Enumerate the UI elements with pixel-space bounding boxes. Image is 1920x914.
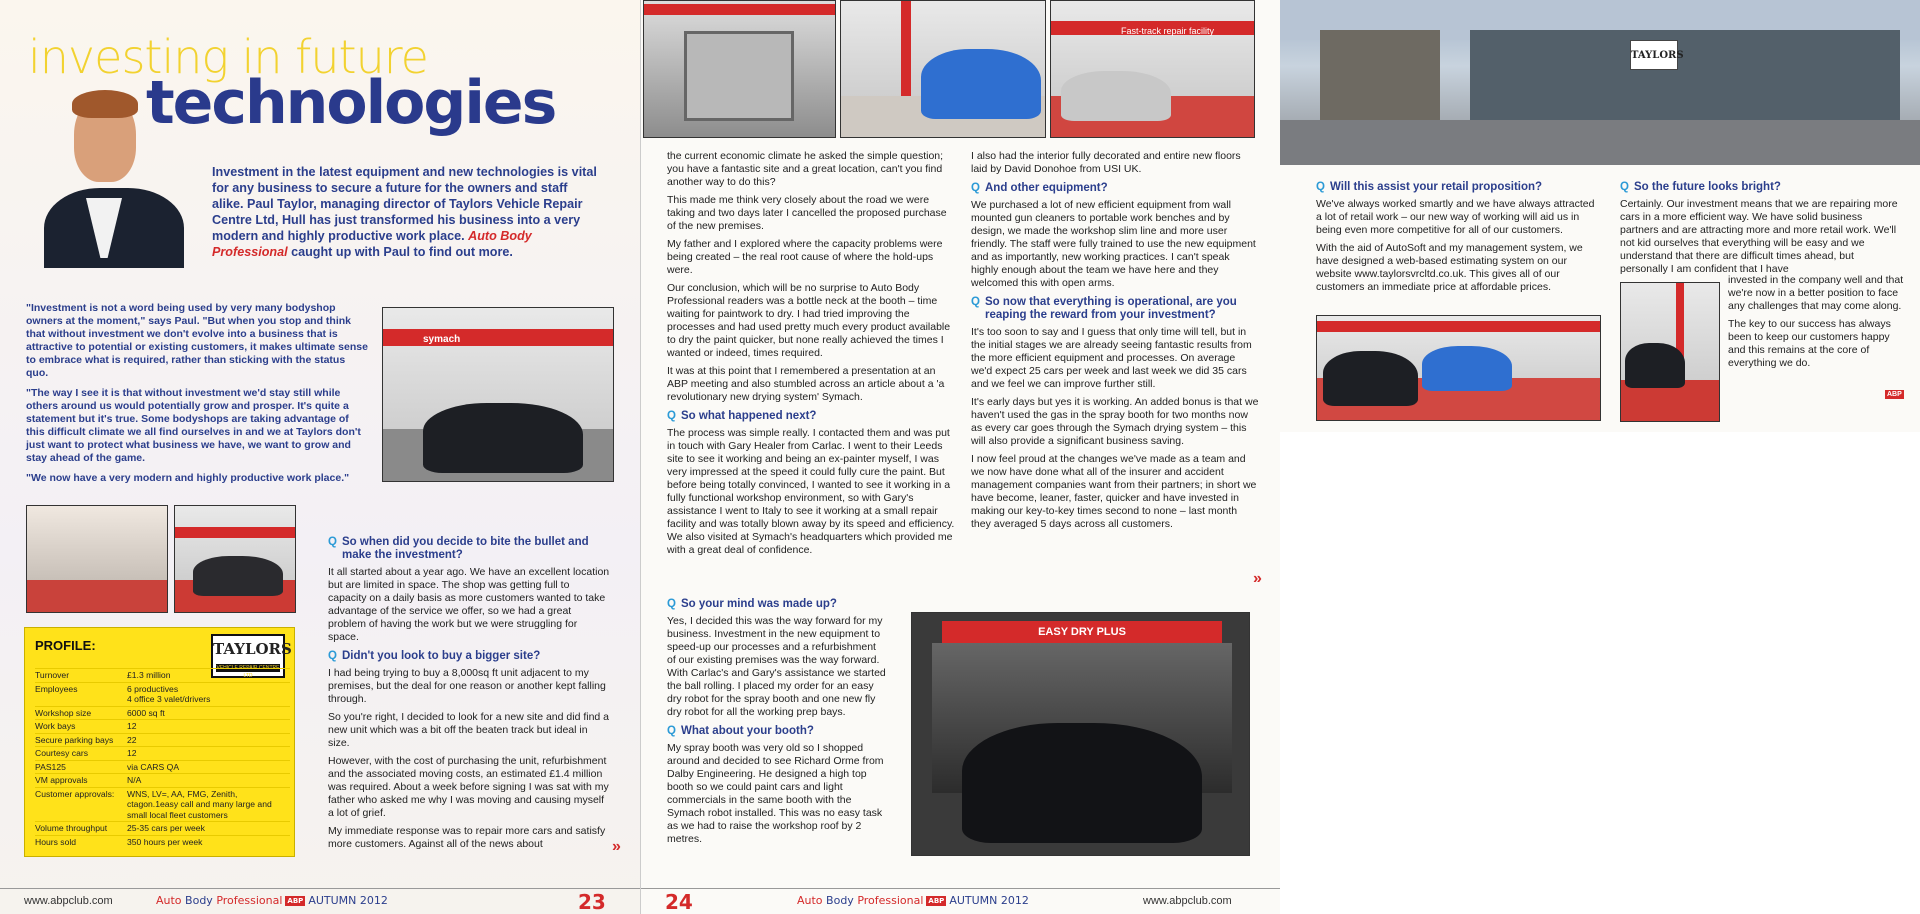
answer-paragraph: I had being trying to buy a 8,000sq ft unit adjacent to my premises, but the deal for one reason or another kept falling through. [328,667,606,705]
page24-column-2 [971,150,1259,536]
quote-paragraph: "The way I see it is that without investment we'd stay still while others around us would potentially grow and prosper. It's quite a statement but it's true. Some bodyshops are taking advantage of this difficult climate we all find ourselves in and we at Taylors don't just want to protect what business we have, we want to grow and stay ahead of the game. [26,387,361,464]
answer-paragraph: My immediate response was to repair more cars and satisfy more customers. Against all of the news about [328,825,606,850]
photo-workshop-cars [1316,315,1601,421]
profile-value: 6 productives 4 office 3 valet/drivers [127,682,290,706]
profile-value: £1.3 million [127,669,290,683]
profile-key: Customer approvals: [35,787,127,822]
body-paragraph: This made me think very closely about the road we were taking and two days later I cancelled the proposed purchase of the new premises. [667,194,947,232]
body-paragraph: It was at this point that I remembered a presentation at an ABP meeting and also stumbled across an article about a 'a revolutionary new drying system' Symach. [667,365,945,403]
question-heading: Q So what happened next? [681,410,955,423]
answer-paragraph: It all started about a year ago. We have an excellent location but are limited in space. The shop was getting full to capacity on a daily basis as more customers wanted to take advantage of the service we offer, so we had a great problem of having the work but we were struggling for space. [328,566,610,643]
answer-paragraph: I now feel proud at the changes we've made as a team and we now have done what all of the insurer and accident management companies want from their partners; in short we have become, leaner, faster, quicker and have invested in making our key-to-key times second to none – last month they averaged 5 days across all customers. [971,453,1257,530]
answer-paragraph: The key to our success has always been to keep our customers happy and this remains at the core of everything we do. [1728,318,1891,369]
page-number: 23 [578,890,606,914]
profile-row [35,706,290,720]
magazine-name: Auto Body Professional [212,229,532,259]
page25-column-1 [1316,175,1598,299]
profile-value: WNS, LV=, AA, FMG, Zenith, ctagon.1easy call and many large and small local fleet customers [127,787,290,822]
page24-column-1 [667,150,955,562]
profile-key: Workshop size [35,706,127,720]
question-heading: Q So now that everything is operational, are you reaping the reward from your investment? [985,296,1259,322]
question-heading: Q So when did you decide to bite the bullet and make the investment? [342,536,610,562]
quote-paragraph: "We now have a very modern and highly productive work place." [26,472,350,484]
profile-value: 12 [127,720,290,734]
profile-row [35,822,290,836]
quote-paragraph: "Investment is not a word being used by very many bodyshop owners at the moment," says Paul. "But when you stop and think that without investment we don't evolve into a business that is attractive to potential or existing customers, it makes ultimate sense to embrace what is required, rather than sticking with the status quo. [26,302,368,379]
profile-row [35,669,290,683]
question-heading: Q And other equipment? [985,182,1259,195]
profile-key: Turnover [35,669,127,683]
profile-value: N/A [127,774,290,788]
answer-paragraph: My spray booth was very old so I shopped around and decided to see Richard Orme from Dalby Engineering. He designed a high top booth so we could paint cars and light commercials in the same booth with the Symach robot installed. This was no easy task as we had to raise the workshop roof by 2 metres. [667,742,884,845]
page-number: 24 [665,890,693,914]
photo-workshop-symach: symach [382,307,614,482]
profile-key: PAS125 [35,760,127,774]
photo-booth-interior [643,0,836,138]
profile-row [35,787,290,822]
answer-paragraph: We purchased a lot of new efficient equipment from wall mounted gun cleaners to portable work benches and by design, we made the workshop slim line and more user friendly. The staff were fully trained to use the new equipment and as importantly, new working practices. I can't speak highly enough about the team we have here and they welcomed this with open arms. [971,199,1256,289]
photo-robot-bay [1620,282,1720,422]
body-paragraph: the current economic climate he asked the simple question; you have a fantastic site and a great location, can't you find another way to do this? [667,150,944,188]
profile-row [35,774,290,788]
profile-value: 25-35 cars per week [127,822,290,836]
profile-key: Courtesy cars [35,747,127,761]
answer-paragraph: We've always worked smartly and we have always attracted a lot of retail work – our new way of working will aid us in being even more competitive for all of our customers. [1316,198,1595,236]
taylors-sign: TAYLORS [1630,40,1678,70]
page-24 [640,0,1280,914]
photo-booth [26,505,168,613]
page24-column-1-lower [667,592,887,851]
headline-kicker: investing in future [28,30,428,84]
answer-paragraph: invested in the company well and that we're now in a better position to face any challenges that may come along. [1728,274,1904,312]
answer-paragraph: It's early days but yes it is working. An added bonus is that we haven't used the gas in the spray booth for two months now as every car goes through the Symach drying system – this will also provide a significant business saving. [971,396,1259,447]
profile-row [35,835,290,848]
profile-value: 350 hours per week [127,835,290,848]
footer-url: www.abpclub.com [24,895,113,907]
profile-key: Volume throughput [35,822,127,836]
question-heading: Q What about your booth? [681,725,887,738]
question-heading: Q Will this assist your retail proposition? [1330,181,1598,194]
question-heading: Q Didn't you look to buy a bigger site? [342,650,610,663]
profile-row [35,720,290,734]
profile-value: via CARS QA [127,760,290,774]
question-heading: Q So your mind was made up? [681,598,887,611]
answer-paragraph: Certainly. Our investment means that we are repairing more cars in a more efficient way. We have solid business partners and are attracting more and more retail work. We'll not kid ourselves that everything will be easy and we understand that there are difficult times ahead, but personally I am confident that I have [1620,198,1898,275]
answer-paragraph: It's too soon to say and I guess that only time will tell, but in the initial stages we are already seeing fantastic results from the more efficient equipment and processes. On average we'd expect 25 cars per week and last week we did 35 cars and we feel we can improve further still. [971,326,1252,390]
answer-paragraph: However, with the cost of purchasing the unit, refurbishment and the associated moving costs, an estimated £1.4 million was required. About a week before signing I was sat with my father who asked me why I was moving and causing myself a lot of grief. [328,755,609,819]
profile-row [35,760,290,774]
page-23 [0,0,640,914]
photo-fast-track: Fast-track repair facility [1050,0,1255,138]
body-paragraph: Our conclusion, which will be no surprise to Auto Body Professional readers was a bottle neck at the booth – time waiting for paintwork to dry. I had tried improving the processes and had used pretty much every product available to dry the paint quicker, but none really achieved the times I wanted or indeed, times required. [667,282,951,359]
page23-column [328,530,610,856]
page25-column-2 [1620,175,1902,281]
profile-value: 6000 sq ft [127,706,290,720]
footer-brand: Auto Body Professional ABP AUTUMN 2012 [797,894,1029,907]
profile-row [35,747,290,761]
photo-prep-bay [174,505,296,613]
profile-key: Hours sold [35,835,127,848]
photo-easy-dry-plus: EASY DRY PLUS [911,612,1250,856]
answer-paragraph: Yes, I decided this was the way forward for my business. Investment in the new equipment to speed-up our processes and a refurbishment of our existing premises was the way forward. With Carlac's and Gary's assistance we started the ball rolling. I placed my order for an easy dry robot for the spray booth and one new fly dry robot for all the working prep bays. [667,615,886,718]
page25-column-2-lower [1728,274,1904,375]
page-25 [1280,0,1920,914]
answer-paragraph: The process was simple really. I contacted them and was put in touch with Gary Healer from Carlac. I went to their Leeds site to see it working and being an ex-painter myself, I was very impressed at the speed it could fully cure the paint. But before being totally convinced, I wanted to see it working in a fully functional workshop environment, so with Gary's assistance I went to Italy to see it working at a small repair facility and was totally blown away by its speed and efficiency. We also visited at Symach's headquarters which provided me with a great deal of confidence. [667,427,955,556]
answer-paragraph: So you're right, I decided to look for a new site and did find a new unit which was a bit off the beaten track but ideal in size. [328,711,610,749]
photo-premises-exterior [1280,0,1920,165]
profile-key: Work bays [35,720,127,734]
continue-arrow-icon: » [612,838,621,855]
answer-paragraph: With the aid of AutoSoft and my management system, we have designed a web-based estimating system on our website www.taylorsvrcltd.co.uk. This gives all of our customers an immediate price at affordable prices. [1316,242,1583,293]
body-paragraph: I also had the interior fully decorated and entire new floors laid by David Donohoe from USI UK. [971,150,1241,175]
profile-key: Secure parking bays [35,733,127,747]
abp-end-badge: ABP [1887,391,1902,398]
profile-key: VM approvals [35,774,127,788]
footer-page-24 [641,888,1280,914]
profile-value: 22 [127,733,290,747]
profile-key: Employees [35,682,127,706]
footer-brand: Auto Body Professional ABP AUTUMN 2012 [156,894,388,907]
profile-table [35,668,290,848]
profile-row [35,733,290,747]
profile-title: PROFILE: [35,638,96,653]
body-paragraph: My father and I explored where the capacity problems were being created – the real root cause of where the hold-ups were. [667,238,943,276]
profile-value: 12 [127,747,290,761]
footer-url: www.abpclub.com [1143,895,1232,907]
profile-box [24,627,295,857]
opening-quotes [26,302,370,492]
taylors-logo: TAYLORS VEHICLE REPAIR CENTRE LTD [211,634,285,678]
footer-page-23 [0,888,640,914]
photo-blue-car [840,0,1046,138]
portrait-photo [16,88,192,268]
profile-row [35,682,290,706]
continue-arrow-icon: » [1253,570,1262,587]
question-heading: Q So the future looks bright? [1634,181,1902,194]
intro-paragraph: Investment in the latest equipment and new technologies is vital for any business to secure a future for the owners and staff alike. Paul Taylor, managing director of Taylors Vehicle Repair Centre Ltd, Hull has just transformed his business into a very modern and highly productive work place. Auto Body Professional caught up with Paul to find out more. [212,165,597,259]
headline: technologies [146,68,556,138]
